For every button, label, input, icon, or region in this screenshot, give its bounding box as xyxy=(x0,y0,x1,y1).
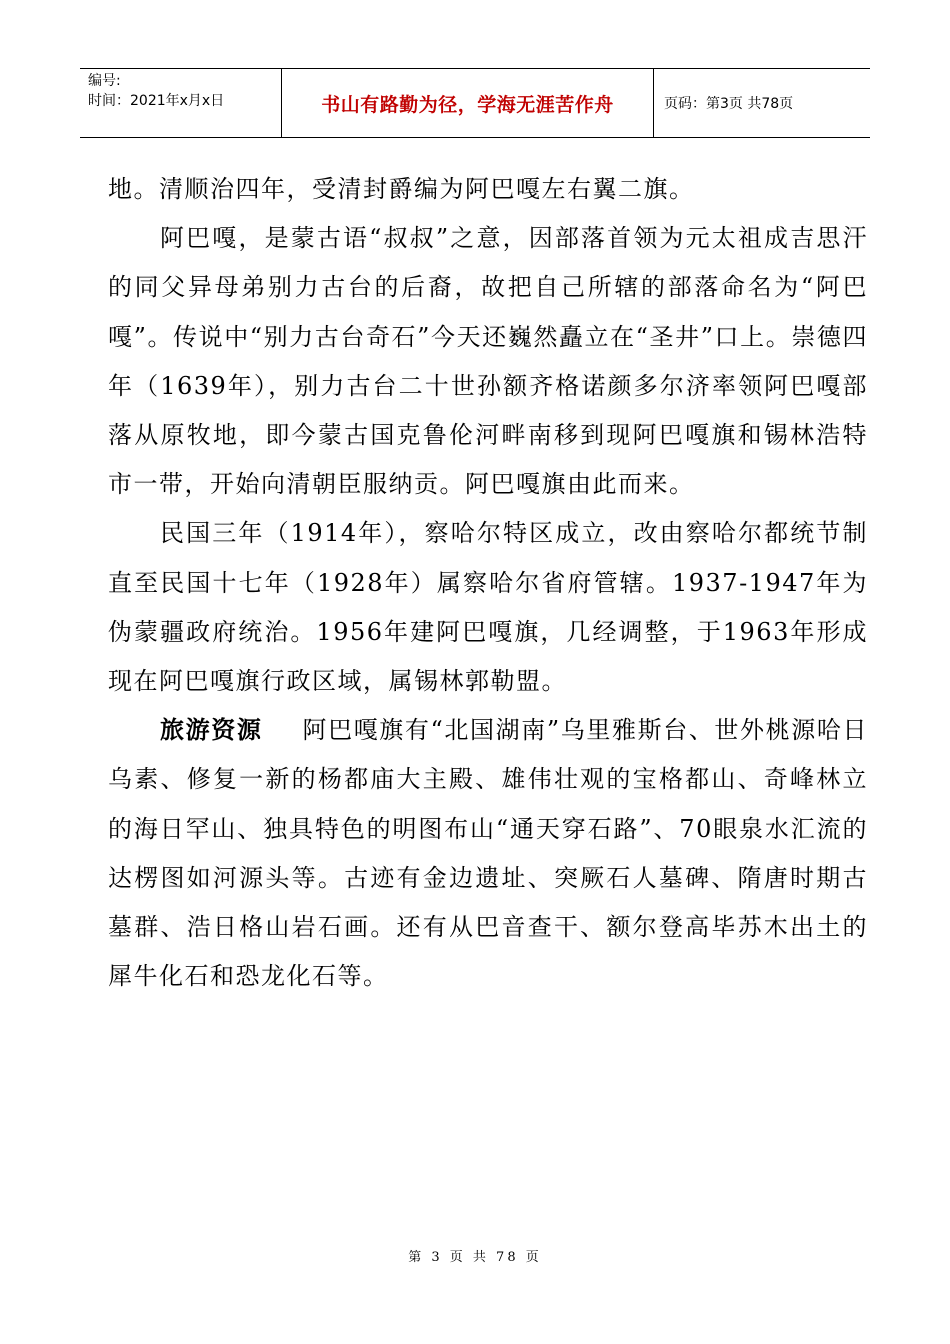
tourism-text: 阿巴嘎旗有“北国湖南”乌里雅斯台、世外桃源哈日乌素、修复一新的杨都庙大主殿、雄伟壮观的宝格都山、奇峰林立的海日罕山、独具特色的明图布山“通天穿石路”、70眼泉水汇流的达楞图如河源头等。古迹有金边遗址、突厥石人墓碑、隋唐时期古墓群、浩日格山岩石画。还有从巴音查干、额尔登高毕苏木出土的犀牛化石和恐龙化石等。 xyxy=(108,716,869,991)
paragraph-continuation: 地。清顺治四年，受清封爵编为阿巴嘎左右翼二旗。 xyxy=(108,175,695,203)
time-label: 时间：2021年x月x日 xyxy=(88,93,225,109)
page-header xyxy=(80,68,870,138)
page-footer: 第 3 页 共 78 页 xyxy=(408,1250,542,1265)
paragraph-abaga-origin: 阿巴嘎，是蒙古语“叔叔”之意，因部落首领为元太祖成吉思汗的同父异母弟别力古台的后裔，故把自己所辖的部落命名为“阿巴嘎”。传说中“别力古台奇石”今天还巍然矗立在“圣井”口上。崇德四年（1639年），别力古台二十世孙额齐格诺颜多尔济率领阿巴嘎部落从原牧地，即今蒙古国克鲁伦河畔南移到现阿巴嘎旗和锡林浩特市一带，开始向清朝臣服纳贡。阿巴嘎旗由此而来。 xyxy=(108,224,868,499)
number-label: 编号: xyxy=(88,73,121,89)
tourism-heading: 旅游资源 xyxy=(160,716,263,745)
header-page-info: 页码：第3页 共78页 xyxy=(664,96,794,112)
header-meta-cell xyxy=(80,69,282,137)
paragraph-tourism xyxy=(108,706,868,1001)
header-motto: 书山有路勤为径，学海无涯苦作舟 xyxy=(282,69,654,137)
paragraph-republic-history: 民国三年（1914年），察哈尔特区成立，改由察哈尔都统节制直至民国十七年（1928年）属察哈尔省府管辖。1937-1947年为伪蒙疆政府统治。1956年建阿巴嘎旗，几经调整，于1963年形成现在阿巴嘎旗行政区域，属锡林郭勒盟。 xyxy=(108,519,868,696)
document-body xyxy=(108,165,868,1001)
